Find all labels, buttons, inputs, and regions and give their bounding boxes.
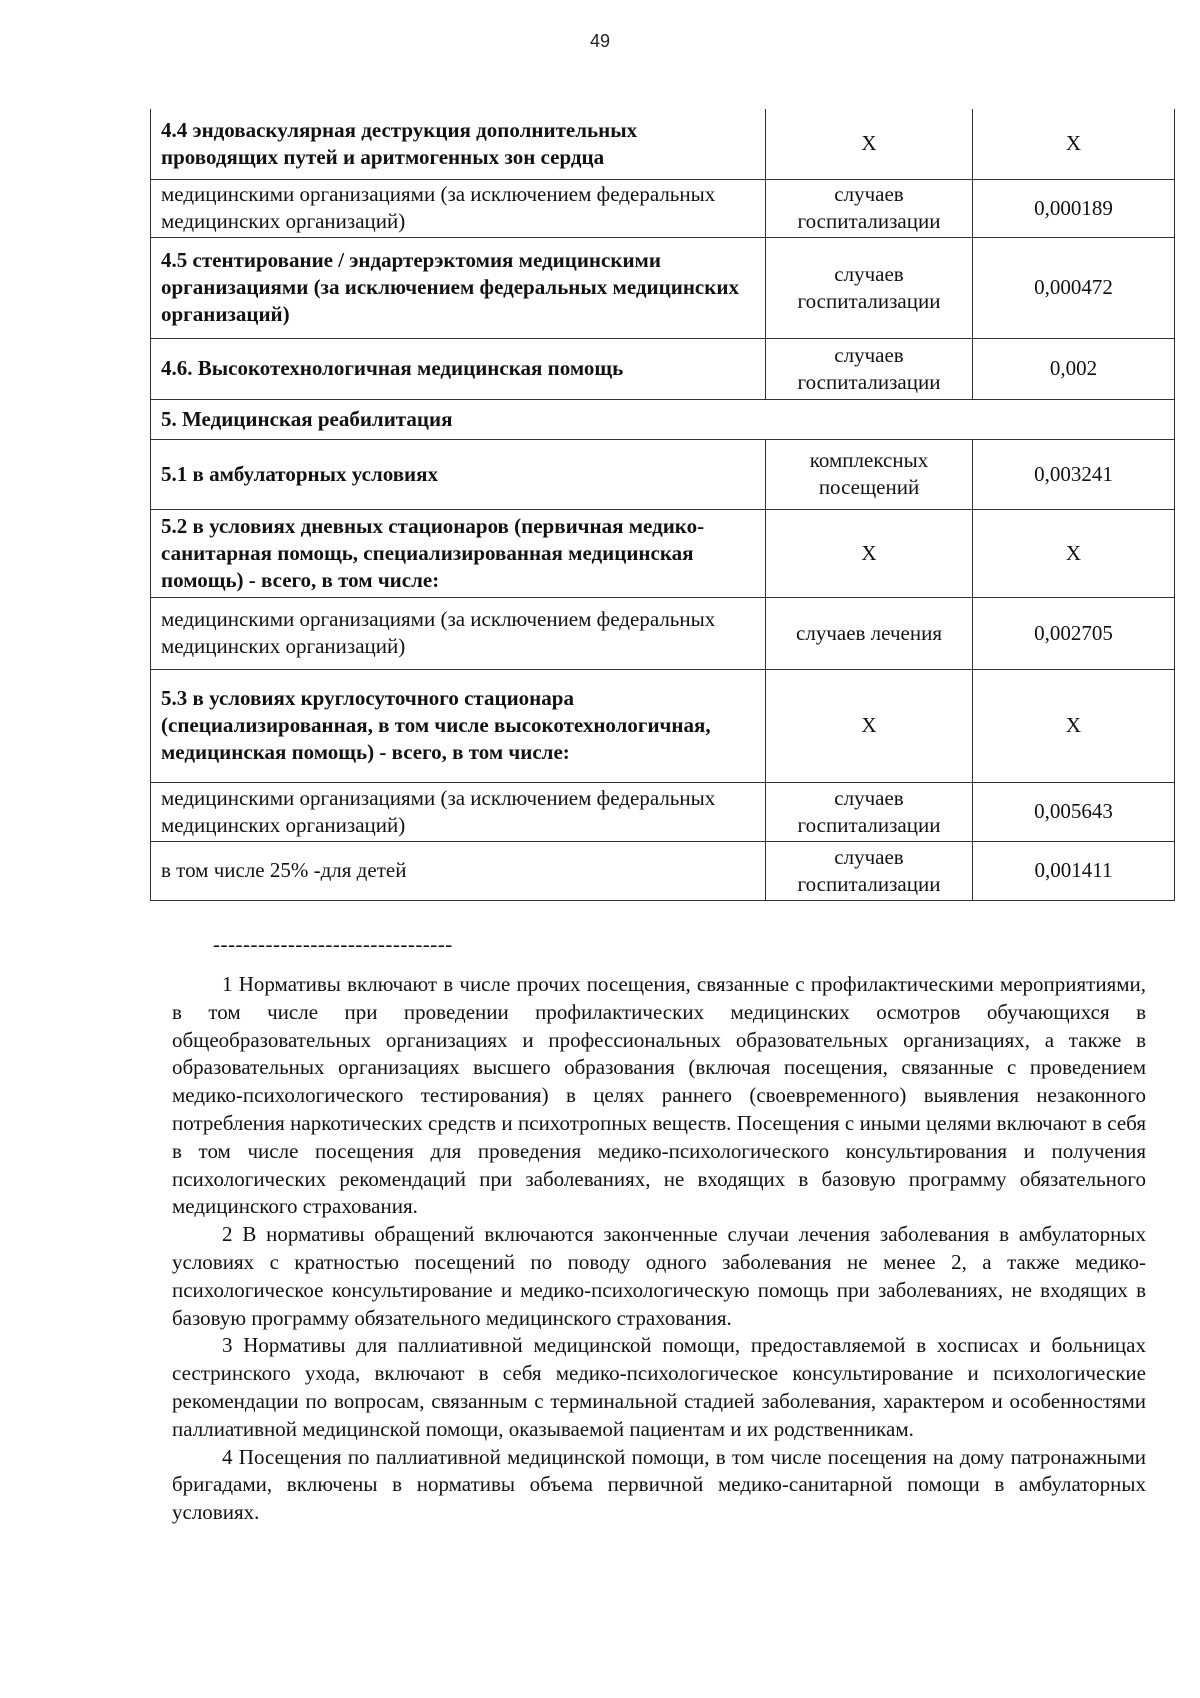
row-unit: комплексных посещений <box>766 439 973 509</box>
footnotes <box>172 971 1146 1527</box>
row-value: Х <box>973 509 1175 597</box>
table-row <box>151 338 1175 399</box>
table-row <box>151 669 1175 782</box>
row-label: в том числе 25% -для детей <box>151 841 766 900</box>
section-row <box>151 399 1175 439</box>
row-label: 4.6. Высокотехнологичная медицинская помощь <box>151 338 766 399</box>
footnote-separator: -------------------------------- <box>213 932 453 956</box>
row-value: 0,000189 <box>973 179 1175 237</box>
row-value: Х <box>973 669 1175 782</box>
row-unit: случаев госпитализации <box>766 841 973 900</box>
row-unit: Х <box>766 509 973 597</box>
row-value: 0,001411 <box>973 841 1175 900</box>
row-value: 0,003241 <box>973 439 1175 509</box>
row-unit: случаев госпитализации <box>766 179 973 237</box>
table-row <box>151 179 1175 237</box>
row-value: 0,002705 <box>973 597 1175 669</box>
table-row <box>151 509 1175 597</box>
row-value: 0,005643 <box>973 782 1175 841</box>
row-label: 5.3 в условиях круглосуточного стационара (специализированная, в том числе высокотехнологичная, медицинская помощь) - всего, в том числе: <box>151 669 766 782</box>
table-row <box>151 109 1175 179</box>
row-label: медицинскими организациями (за исключением федеральных медицинских организаций) <box>151 179 766 237</box>
row-label: медицинскими организациями (за исключением федеральных медицинских организаций) <box>151 597 766 669</box>
table-row <box>151 597 1175 669</box>
table-row <box>151 237 1175 338</box>
footnote-1: 1 Нормативы включают в числе прочих посещения, связанные с профилактическими мероприятиями, в том числе при проведении профилактических медицинских осмотров обучающихся в общеобразовательных организациях и профессиональных образовательных организациях, а также в образовательных организациях высшего образования (включая посещения, связанные с проведением медико-психологического тестирования) в целях раннего (своевременного) выявления незаконного потребления наркотических средств и психотропных веществ. Посещения с иными целями включают в себя в том числе посещения для проведения медико-психологического консультирования и получения психологических рекомендаций при заболеваниях, не входящих в базовую программу обязательного медицинского страхования. <box>172 972 1146 1219</box>
table-row <box>151 439 1175 509</box>
row-unit: случаев госпитализации <box>766 782 973 841</box>
row-label: 5.1 в амбулаторных условиях <box>151 439 766 509</box>
row-label: медицинскими организациями (за исключением федеральных медицинских организаций) <box>151 782 766 841</box>
footnote-2: 2 В нормативы обращений включаются законченные случаи лечения заболевания в амбулаторных условиях с кратностью посещений по поводу одного заболевания не менее 2, а также медико-психологическое консультирование и медико-психологическую помощь при заболеваниях, не входящих в базовую программу обязательного медицинского страхования. <box>172 1222 1146 1330</box>
table-row <box>151 841 1175 900</box>
row-label: 4.5 стентирование / эндартерэктомия медицинскими организациями (за исключением федеральных медицинских организаций) <box>151 237 766 338</box>
footnote-3: 3 Нормативы для паллиативной медицинской помощи, предоставляемой в хосписах и больницах сестринского ухода, включают в себя медико-психологическое консультирование и психологические рекомендации по вопросам, связанным с терминальной стадией заболевания, характером и особенностями паллиативной медицинской помощи, оказываемой пациентам и их родственникам. <box>172 1333 1146 1441</box>
norms-table <box>150 109 1175 901</box>
row-unit: Х <box>766 669 973 782</box>
row-value: 0,000472 <box>973 237 1175 338</box>
row-unit: случаев лечения <box>766 597 973 669</box>
section-heading: 5. Медицинская реабилитация <box>151 399 1175 439</box>
row-value: Х <box>973 109 1175 179</box>
row-value: 0,002 <box>973 338 1175 399</box>
row-unit: Х <box>766 109 973 179</box>
row-unit: случаев госпитализации <box>766 338 973 399</box>
row-label: 4.4 эндоваскулярная деструкция дополнительных проводящих путей и аритмогенных зон сердца <box>151 109 766 179</box>
row-unit: случаев госпитализации <box>766 237 973 338</box>
table-row <box>151 782 1175 841</box>
footnote-4: 4 Посещения по паллиативной медицинской помощи, в том числе посещения на дому патронажными бригадами, включены в нормативы объема первичной медико-санитарной помощи в амбулаторных условиях. <box>172 1444 1146 1525</box>
row-label: 5.2 в условиях дневных стационаров (первичная медико-санитарная помощь, специализированная медицинская помощь) - всего, в том числе: <box>151 509 766 597</box>
page-number: 49 <box>589 31 611 51</box>
